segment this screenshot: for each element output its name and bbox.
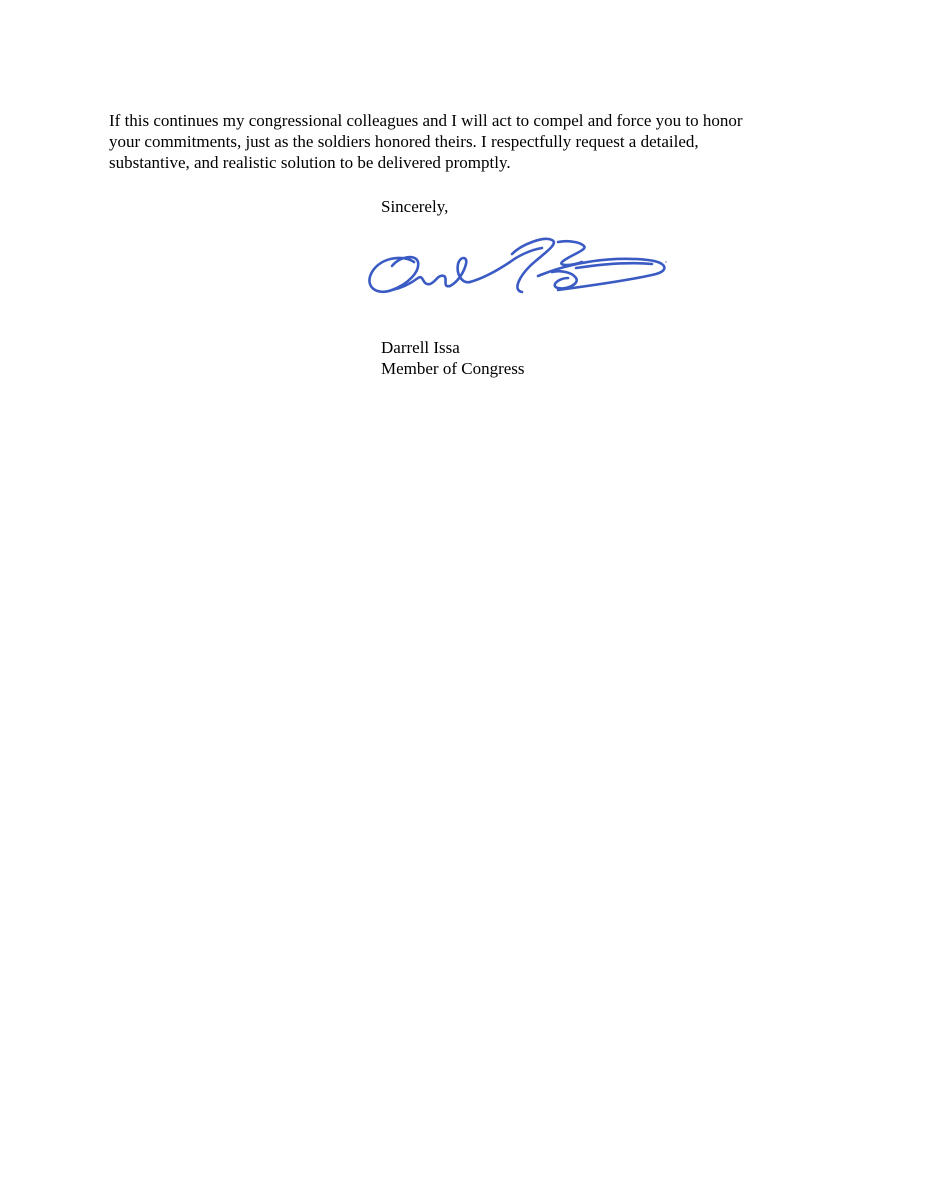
signer-block xyxy=(381,337,525,379)
handwritten-signature xyxy=(362,232,682,304)
body-paragraph xyxy=(109,110,809,173)
closing-salutation: Sincerely, xyxy=(381,197,449,216)
body-line: your commitments, just as the soldiers honored theirs. I respectfully request a detailed, xyxy=(109,132,699,151)
body-line: If this continues my congressional colleagues and I will act to compel and force you to honor xyxy=(109,111,743,130)
body-line: substantive, and realistic solution to be delivered promptly. xyxy=(109,153,511,172)
signer-title: Member of Congress xyxy=(381,359,525,378)
signer-name: Darrell Issa xyxy=(381,338,460,357)
